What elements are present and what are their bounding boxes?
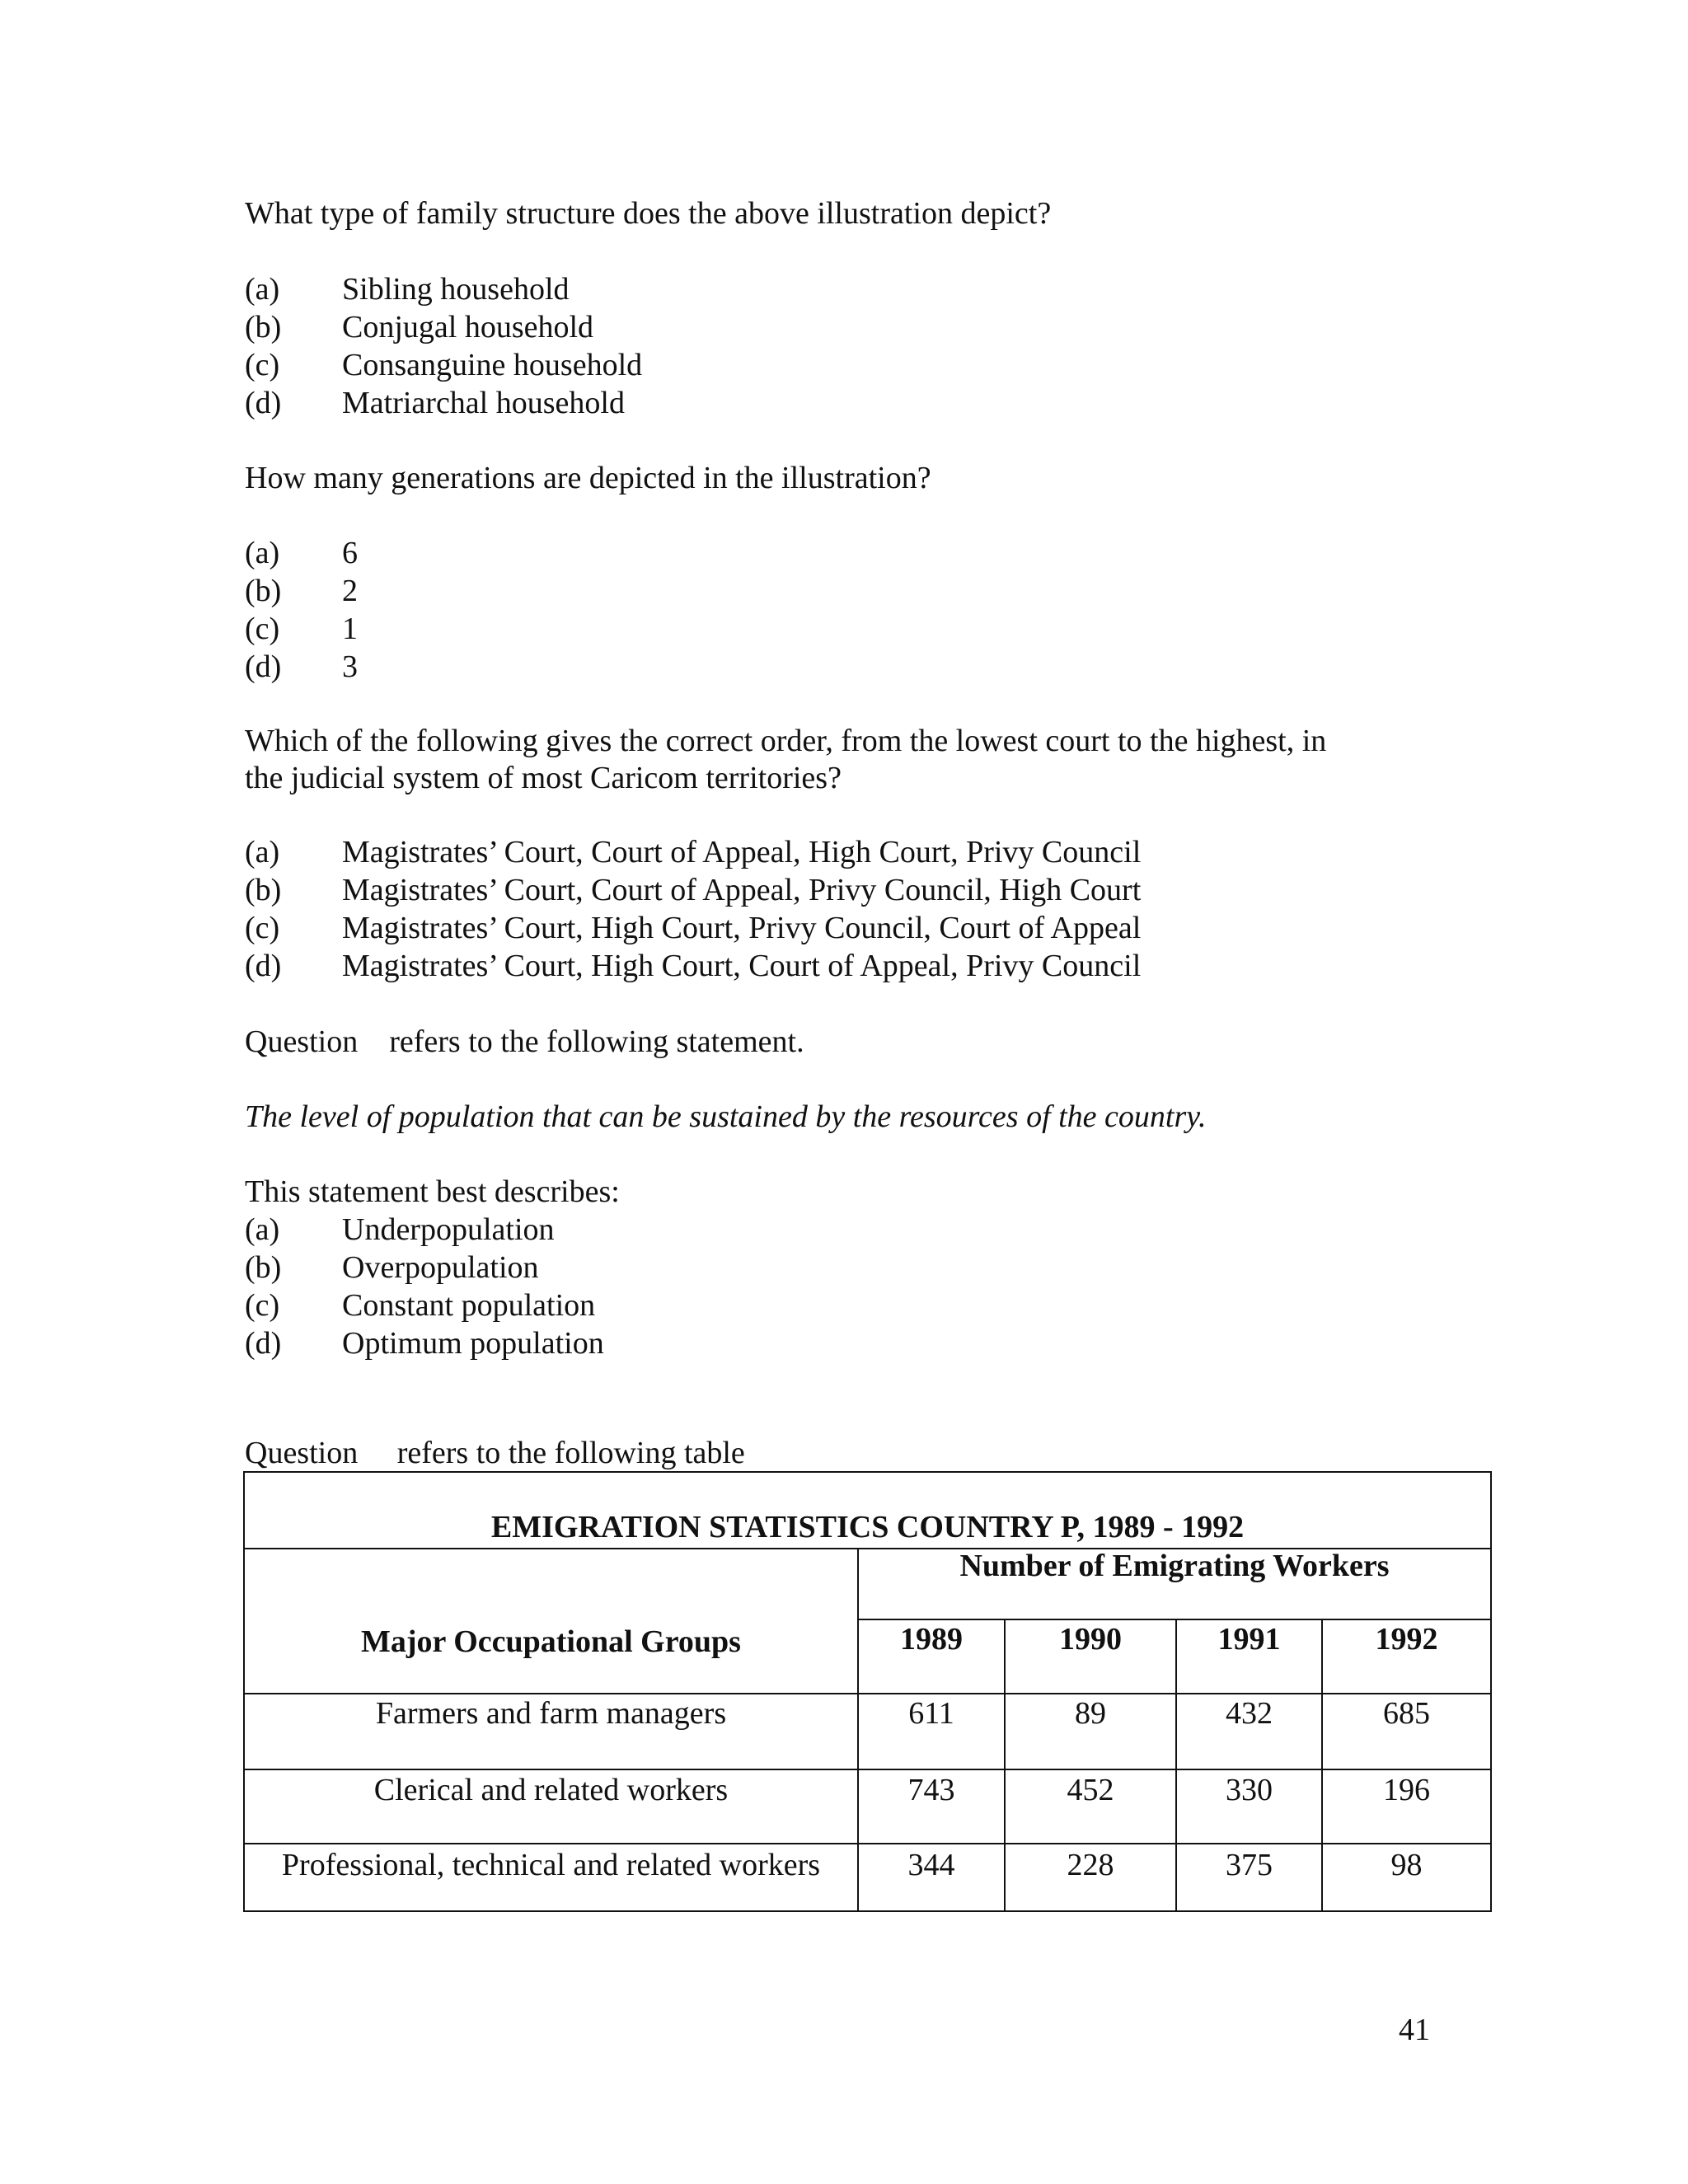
question-4-intro: Question refers to the following statement. [245,1024,804,1059]
question-3-stem-line-2: the judicial system of most Caricom territories? [245,761,842,795]
option-text: Sibling household [342,272,570,307]
option-letter: (d) [245,1326,282,1361]
table-group-header: Number of Emigrating Workers [959,1549,1390,1583]
question-2-stem: How many generations are depicted in the illustration? [245,461,931,495]
question-3-option-b [245,871,1141,909]
table-row-3-1989: 344 [907,1848,955,1882]
question-2-option-c [245,610,358,648]
table-year-1991: 1991 [1217,1622,1281,1657]
option-letter: (a) [245,835,280,869]
option-text: Constant population [342,1288,596,1323]
question-3-option-a [245,833,1141,871]
table-row-1-1992: 685 [1383,1696,1430,1731]
option-letter: (c) [245,612,280,646]
question-1-option-c [245,346,642,384]
table-row-3-group: Professional, technical and related workers [281,1848,821,1882]
question-4-option-b [245,1249,539,1286]
option-text: Magistrates’ Court, High Court, Privy Council, Court of Appeal [342,911,1142,945]
option-text: Magistrates’ Court, High Court, Court of Appeal, Privy Council [342,949,1142,983]
question-1-option-d [245,384,625,422]
option-letter: (b) [245,574,282,608]
question-4-statement: The level of population that can be sustained by the resources of the country. [245,1099,1207,1134]
table-rule [245,1843,1490,1844]
question-2-option-b [245,572,358,610]
question-1-option-b [245,308,593,346]
page-number: 41 [1399,2013,1430,2047]
option-letter: (c) [245,1288,280,1323]
table-row-3-1992: 98 [1390,1848,1423,1882]
table-row-1-1991: 432 [1226,1696,1273,1731]
option-text: 1 [342,612,358,646]
option-letter: (d) [245,649,282,684]
table-row-2-1990: 452 [1067,1773,1114,1807]
table-row-1-1989: 611 [908,1696,954,1731]
table-row-2-group: Clerical and related workers [373,1773,729,1807]
table-row-1-1990: 89 [1075,1696,1106,1731]
option-letter: (c) [245,911,280,945]
option-letter: (a) [245,1212,280,1247]
table-rule [245,1769,1490,1770]
option-letter: (c) [245,348,280,382]
question-4-stem: This statement best describes: [245,1174,620,1209]
option-letter: (a) [245,272,280,307]
option-text: Underpopulation [342,1212,555,1247]
question-1-stem: What type of family structure does the above illustration depict? [245,196,1052,231]
option-text: Consanguine household [342,348,643,382]
table-row-2-1991: 330 [1226,1773,1273,1807]
question-5-intro: Question refers to the following table [245,1436,745,1470]
table-year-1989: 1989 [900,1622,963,1657]
question-2-option-d [245,648,358,686]
option-text: Conjugal household [342,310,594,344]
question-3-stem-line-1: Which of the following gives the correct order, from the lowest court to the highest, in [245,724,1327,758]
question-2-option-a [245,534,358,572]
table-row-3-1990: 228 [1067,1848,1114,1882]
table-row-2-1992: 196 [1383,1773,1430,1807]
option-letter: (d) [245,949,282,983]
question-3-option-d [245,947,1141,985]
option-letter: (b) [245,873,282,907]
option-text: 6 [342,536,358,570]
table-row-1-group: Farmers and farm managers [375,1696,727,1731]
option-letter: (d) [245,386,282,420]
question-4-option-c [245,1286,595,1324]
option-text: Magistrates’ Court, Court of Appeal, High Court, Privy Council [342,835,1142,869]
table-row-2-1989: 743 [907,1773,955,1807]
option-text: 2 [342,574,358,608]
table-title: EMIGRATION STATISTICS COUNTRY P, 1989 - 1992 [490,1510,1245,1544]
table-year-1992: 1992 [1375,1622,1438,1657]
emigration-table [243,1471,1492,1912]
table-row-3-1991: 375 [1226,1848,1273,1882]
table-year-1990: 1990 [1059,1622,1122,1657]
option-text: 3 [342,649,358,684]
question-1-option-a [245,270,570,308]
option-letter: (b) [245,1250,282,1285]
option-text: Optimum population [342,1326,604,1361]
option-letter: (a) [245,536,280,570]
question-3-option-c [245,909,1141,947]
question-4-option-a [245,1211,555,1249]
option-text: Overpopulation [342,1250,539,1285]
question-4-option-d [245,1324,604,1362]
option-text: Matriarchal household [342,386,625,420]
option-text: Magistrates’ Court, Court of Appeal, Privy Council, High Court [342,873,1142,907]
table-row-header: Major Occupational Groups [361,1624,741,1659]
option-letter: (b) [245,310,282,344]
